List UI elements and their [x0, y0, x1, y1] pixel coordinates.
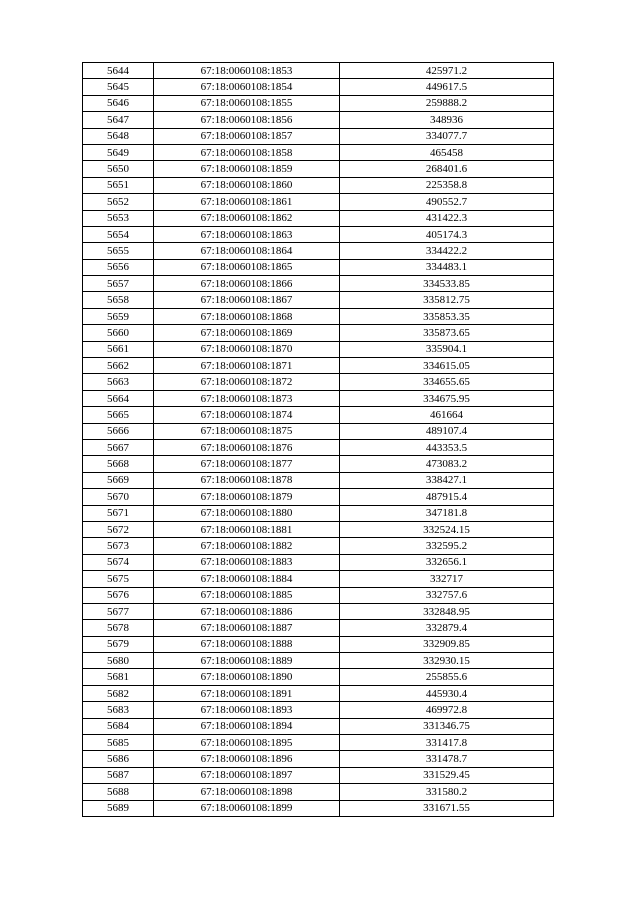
value-cell: 335873.65 [340, 325, 554, 341]
cadastral-number-cell: 67:18:0060108:1854 [154, 79, 340, 95]
table-row [83, 177, 554, 193]
table-row [83, 489, 554, 505]
value-cell: 335853.35 [340, 308, 554, 324]
table-row [83, 603, 554, 619]
value-cell: 338427.1 [340, 472, 554, 488]
row-number-cell: 5667 [83, 439, 154, 455]
cadastral-number-cell: 67:18:0060108:1883 [154, 554, 340, 570]
value-cell: 334483.1 [340, 259, 554, 275]
cadastral-number-cell: 67:18:0060108:1890 [154, 669, 340, 685]
value-cell: 405174.3 [340, 226, 554, 242]
table-row [83, 653, 554, 669]
cadastral-number-cell: 67:18:0060108:1856 [154, 112, 340, 128]
value-cell: 259888.2 [340, 95, 554, 111]
table-row [83, 144, 554, 160]
row-number-cell: 5652 [83, 194, 154, 210]
row-number-cell: 5683 [83, 702, 154, 718]
cadastral-number-cell: 67:18:0060108:1885 [154, 587, 340, 603]
value-cell: 255855.6 [340, 669, 554, 685]
value-cell: 332595.2 [340, 538, 554, 554]
row-number-cell: 5672 [83, 521, 154, 537]
table-row [83, 587, 554, 603]
table-row [83, 685, 554, 701]
value-cell: 331478.7 [340, 751, 554, 767]
value-cell: 489107.4 [340, 423, 554, 439]
cadastral-number-cell: 67:18:0060108:1879 [154, 489, 340, 505]
cadastral-number-cell: 67:18:0060108:1874 [154, 407, 340, 423]
row-number-cell: 5687 [83, 767, 154, 783]
cadastral-number-cell: 67:18:0060108:1877 [154, 456, 340, 472]
cadastral-number-cell: 67:18:0060108:1886 [154, 603, 340, 619]
cadastral-number-cell: 67:18:0060108:1866 [154, 276, 340, 292]
table-row [83, 128, 554, 144]
table-row [83, 292, 554, 308]
table-row [83, 636, 554, 652]
cadastral-number-cell: 67:18:0060108:1898 [154, 784, 340, 800]
value-cell: 461664 [340, 407, 554, 423]
table-row [83, 751, 554, 767]
table-row [83, 800, 554, 816]
row-number-cell: 5650 [83, 161, 154, 177]
value-cell: 332930.15 [340, 653, 554, 669]
value-cell: 490552.7 [340, 194, 554, 210]
value-cell: 469972.8 [340, 702, 554, 718]
cadastral-number-cell: 67:18:0060108:1863 [154, 226, 340, 242]
value-cell: 332524.15 [340, 521, 554, 537]
value-cell: 331671.55 [340, 800, 554, 816]
value-cell: 334675.95 [340, 390, 554, 406]
table-body [83, 63, 554, 817]
row-number-cell: 5646 [83, 95, 154, 111]
table-row [83, 210, 554, 226]
cadastral-number-cell: 67:18:0060108:1884 [154, 571, 340, 587]
value-cell: 332848.95 [340, 603, 554, 619]
value-cell: 331417.8 [340, 735, 554, 751]
row-number-cell: 5669 [83, 472, 154, 488]
row-number-cell: 5689 [83, 800, 154, 816]
table-row [83, 571, 554, 587]
table-row [83, 374, 554, 390]
cadastral-number-cell: 67:18:0060108:1870 [154, 341, 340, 357]
value-cell: 334615.05 [340, 358, 554, 374]
cadastral-number-cell: 67:18:0060108:1876 [154, 439, 340, 455]
row-number-cell: 5663 [83, 374, 154, 390]
row-number-cell: 5678 [83, 620, 154, 636]
row-number-cell: 5656 [83, 259, 154, 275]
table-row [83, 702, 554, 718]
value-cell: 335812.75 [340, 292, 554, 308]
cadastral-value-table [82, 62, 554, 817]
row-number-cell: 5674 [83, 554, 154, 570]
table-row [83, 456, 554, 472]
table-row [83, 243, 554, 259]
cadastral-number-cell: 67:18:0060108:1873 [154, 390, 340, 406]
table-row [83, 341, 554, 357]
row-number-cell: 5686 [83, 751, 154, 767]
row-number-cell: 5658 [83, 292, 154, 308]
cadastral-number-cell: 67:18:0060108:1899 [154, 800, 340, 816]
value-cell: 332757.6 [340, 587, 554, 603]
row-number-cell: 5644 [83, 63, 154, 79]
cadastral-number-cell: 67:18:0060108:1897 [154, 767, 340, 783]
cadastral-number-cell: 67:18:0060108:1860 [154, 177, 340, 193]
row-number-cell: 5670 [83, 489, 154, 505]
table-row [83, 161, 554, 177]
table-row [83, 112, 554, 128]
table-row [83, 95, 554, 111]
table-row [83, 554, 554, 570]
row-number-cell: 5673 [83, 538, 154, 554]
value-cell: 332879.4 [340, 620, 554, 636]
cadastral-number-cell: 67:18:0060108:1882 [154, 538, 340, 554]
row-number-cell: 5648 [83, 128, 154, 144]
value-cell: 425971.2 [340, 63, 554, 79]
table-row [83, 79, 554, 95]
value-cell: 465458 [340, 144, 554, 160]
table-row [83, 423, 554, 439]
cadastral-number-cell: 67:18:0060108:1858 [154, 144, 340, 160]
cadastral-number-cell: 67:18:0060108:1880 [154, 505, 340, 521]
row-number-cell: 5671 [83, 505, 154, 521]
cadastral-number-cell: 67:18:0060108:1887 [154, 620, 340, 636]
table-row [83, 521, 554, 537]
cadastral-number-cell: 67:18:0060108:1853 [154, 63, 340, 79]
cadastral-number-cell: 67:18:0060108:1889 [154, 653, 340, 669]
table-row [83, 276, 554, 292]
cadastral-number-cell: 67:18:0060108:1855 [154, 95, 340, 111]
row-number-cell: 5668 [83, 456, 154, 472]
row-number-cell: 5654 [83, 226, 154, 242]
table-row [83, 325, 554, 341]
row-number-cell: 5655 [83, 243, 154, 259]
row-number-cell: 5659 [83, 308, 154, 324]
cadastral-number-cell: 67:18:0060108:1868 [154, 308, 340, 324]
row-number-cell: 5661 [83, 341, 154, 357]
value-cell: 331529.45 [340, 767, 554, 783]
row-number-cell: 5645 [83, 79, 154, 95]
table-row [83, 784, 554, 800]
value-cell: 331580.2 [340, 784, 554, 800]
table-row [83, 735, 554, 751]
value-cell: 487915.4 [340, 489, 554, 505]
value-cell: 445930.4 [340, 685, 554, 701]
table-row [83, 767, 554, 783]
cadastral-number-cell: 67:18:0060108:1872 [154, 374, 340, 390]
table-row [83, 390, 554, 406]
value-cell: 334422.2 [340, 243, 554, 259]
cadastral-number-cell: 67:18:0060108:1893 [154, 702, 340, 718]
table-row [83, 407, 554, 423]
row-number-cell: 5660 [83, 325, 154, 341]
row-number-cell: 5676 [83, 587, 154, 603]
row-number-cell: 5685 [83, 735, 154, 751]
row-number-cell: 5688 [83, 784, 154, 800]
cadastral-number-cell: 67:18:0060108:1896 [154, 751, 340, 767]
row-number-cell: 5647 [83, 112, 154, 128]
row-number-cell: 5664 [83, 390, 154, 406]
cadastral-number-cell: 67:18:0060108:1875 [154, 423, 340, 439]
value-cell: 449617.5 [340, 79, 554, 95]
row-number-cell: 5682 [83, 685, 154, 701]
value-cell: 334077.7 [340, 128, 554, 144]
row-number-cell: 5649 [83, 144, 154, 160]
row-number-cell: 5680 [83, 653, 154, 669]
cadastral-number-cell: 67:18:0060108:1867 [154, 292, 340, 308]
value-cell: 473083.2 [340, 456, 554, 472]
cadastral-number-cell: 67:18:0060108:1871 [154, 358, 340, 374]
value-cell: 431422.3 [340, 210, 554, 226]
row-number-cell: 5662 [83, 358, 154, 374]
table-row [83, 308, 554, 324]
table-row [83, 718, 554, 734]
value-cell: 443353.5 [340, 439, 554, 455]
row-number-cell: 5651 [83, 177, 154, 193]
cadastral-number-cell: 67:18:0060108:1865 [154, 259, 340, 275]
value-cell: 347181.8 [340, 505, 554, 521]
cadastral-number-cell: 67:18:0060108:1895 [154, 735, 340, 751]
value-cell: 332656.1 [340, 554, 554, 570]
table-row [83, 259, 554, 275]
table-row [83, 226, 554, 242]
cadastral-number-cell: 67:18:0060108:1881 [154, 521, 340, 537]
table-row [83, 194, 554, 210]
table-row [83, 620, 554, 636]
cadastral-number-cell: 67:18:0060108:1878 [154, 472, 340, 488]
cadastral-number-cell: 67:18:0060108:1862 [154, 210, 340, 226]
row-number-cell: 5684 [83, 718, 154, 734]
table-row [83, 505, 554, 521]
cadastral-number-cell: 67:18:0060108:1861 [154, 194, 340, 210]
table-row [83, 358, 554, 374]
cadastral-number-cell: 67:18:0060108:1888 [154, 636, 340, 652]
table-row [83, 472, 554, 488]
value-cell: 334655.65 [340, 374, 554, 390]
cadastral-number-cell: 67:18:0060108:1894 [154, 718, 340, 734]
value-cell: 331346.75 [340, 718, 554, 734]
cadastral-number-cell: 67:18:0060108:1869 [154, 325, 340, 341]
value-cell: 348936 [340, 112, 554, 128]
row-number-cell: 5665 [83, 407, 154, 423]
table-row [83, 439, 554, 455]
cadastral-number-cell: 67:18:0060108:1859 [154, 161, 340, 177]
row-number-cell: 5679 [83, 636, 154, 652]
row-number-cell: 5666 [83, 423, 154, 439]
value-cell: 332717 [340, 571, 554, 587]
table-row [83, 538, 554, 554]
cadastral-number-cell: 67:18:0060108:1864 [154, 243, 340, 259]
table-row [83, 669, 554, 685]
cadastral-number-cell: 67:18:0060108:1857 [154, 128, 340, 144]
value-cell: 332909.85 [340, 636, 554, 652]
row-number-cell: 5675 [83, 571, 154, 587]
row-number-cell: 5677 [83, 603, 154, 619]
row-number-cell: 5653 [83, 210, 154, 226]
row-number-cell: 5681 [83, 669, 154, 685]
value-cell: 334533.85 [340, 276, 554, 292]
row-number-cell: 5657 [83, 276, 154, 292]
value-cell: 268401.6 [340, 161, 554, 177]
value-cell: 225358.8 [340, 177, 554, 193]
value-cell: 335904.1 [340, 341, 554, 357]
cadastral-number-cell: 67:18:0060108:1891 [154, 685, 340, 701]
table-row [83, 63, 554, 79]
